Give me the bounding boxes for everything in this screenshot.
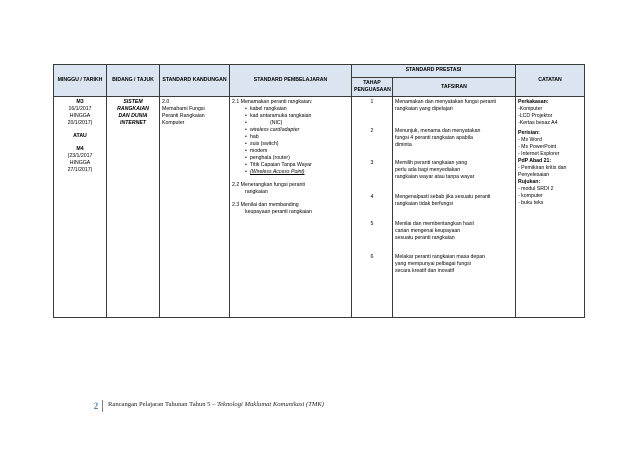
catatan-line: -Kertas besaz A4	[518, 120, 558, 127]
catatan-line: - Ms PowerPoint	[518, 144, 557, 151]
kandungan-line: Peranti Rangkaian	[162, 113, 205, 120]
header-standard-pembelajaran: STANDARD PEMBELAJARAN	[230, 65, 352, 97]
list-item: • Titik Capaian Tanpa Wayar	[250, 162, 349, 169]
bidang-line: SISTEM	[123, 99, 143, 106]
tafsiran-line: fungsi 4 peranti rangkaian apabila	[395, 135, 473, 142]
list-item: • hab	[250, 134, 349, 141]
tafsiran-line: carian mengenai keupayaan	[395, 228, 461, 235]
catatan-line: Penyelesaian	[518, 172, 550, 179]
header-tahap-penguasaan: TAHAP PENGUASAAN	[352, 78, 393, 97]
week-m3-end: 20/1/2017)	[67, 120, 93, 127]
week-m3: M3	[76, 99, 84, 106]
catatan-line: - Ms Word	[518, 137, 542, 144]
week-m4-hingga: HINGGA	[69, 160, 91, 167]
peranti-list	[241, 106, 349, 176]
kandungan-line: Memahami Fungsi	[162, 106, 205, 113]
tafsiran-line: Memilih peranti rangkaian yang	[395, 160, 468, 167]
sp-2-3-cont: keupayaan peranti rangkaian	[245, 209, 312, 216]
tafsiran-item	[395, 160, 513, 194]
footer-title-italic: Teknologi Maklumat Komunikasi (TMK)	[217, 401, 324, 408]
header-standard-kandungan: STANDARD KANDUNGAN	[160, 65, 230, 97]
kandungan-line: Komputer	[162, 120, 185, 127]
tafsiran-line: sesuatu peranti rangkaian	[395, 235, 455, 242]
list-item: • penghala (router)	[250, 155, 349, 162]
catatan-line: - buku teks	[518, 200, 544, 207]
tafsiran-item	[395, 99, 513, 128]
perkakasan-heading: Perkakasan:	[518, 99, 549, 106]
catatan-line: - komputer	[518, 193, 543, 200]
list-item: • suis (switch)	[250, 141, 349, 148]
bidang-line: DAN DUNIA	[118, 113, 148, 120]
tahap-level: 3	[370, 160, 374, 167]
minggu-cell	[54, 97, 107, 318]
tafsiran-item	[395, 254, 513, 275]
tafsiran-line: rangkaian wayar atau tanpa wayar	[395, 174, 475, 181]
week-m3-hingga: HINGGA	[69, 113, 91, 120]
tafsiran-line: rangkaian tidak berfungsi	[395, 201, 453, 208]
bidang-line: INTERNET	[120, 120, 146, 127]
catatan-line: -Komputer	[518, 106, 543, 113]
header-tafsiran: TAFSIRAN	[393, 78, 516, 97]
list-item: • kad antaramuka rangkaian	[250, 113, 349, 120]
header-bidang: BIDANG / TAJUK	[107, 65, 160, 97]
list-item: • modem	[250, 148, 349, 155]
list-item-continuation	[250, 120, 349, 127]
week-m4: M4	[76, 146, 84, 153]
header-minggu: MINGGU / TARIKH	[54, 65, 107, 97]
tahap-level: 2	[370, 128, 374, 135]
tafsiran-item	[395, 221, 513, 254]
tafsiran-cell	[393, 97, 516, 318]
pdp-heading: PdP Abad 21:	[518, 158, 552, 165]
tafsiran-line: secara kreatif dan inovatif	[395, 268, 455, 275]
sp-2-1: 2.1 Menamakan peranti rangkaian:	[232, 99, 313, 106]
tafsiran-line: Menamakan dan menyatakan fungsi peranti	[395, 99, 496, 106]
footer-title	[108, 401, 324, 408]
catatan-line: - Pemikiran kritis dan	[518, 165, 567, 172]
page-footer	[90, 400, 560, 414]
tahap-level: 1	[370, 99, 374, 106]
list-item: • kabel rangkaian	[250, 106, 349, 113]
list-item: • wireless card/adapter	[250, 127, 349, 134]
week-m4-start: (23/1/2017	[67, 153, 93, 160]
tahap-level: 5	[370, 221, 374, 228]
sp-2-2-cont: rangkaian	[245, 189, 268, 196]
tafsiran-line: diminta	[395, 142, 412, 149]
yearly-plan-table	[53, 64, 585, 318]
catatan-line: - Internet Explorer	[518, 151, 560, 158]
tafsiran-line: Mengenalpasti sebab jika sesuatu peranti	[395, 194, 491, 201]
kandungan-cell	[160, 97, 230, 318]
tafsiran-line: Melakar peranti rangkaian masa depan	[395, 254, 485, 261]
tafsiran-line: rangkaian yang dipelajari	[395, 106, 453, 113]
week-m3-start: 16/1/2017	[68, 106, 92, 113]
page-number: 2	[90, 400, 103, 412]
catatan-cell	[516, 97, 585, 318]
bidang-cell	[107, 97, 160, 318]
sp-2-3: 2.3 Menilai dan membanding	[232, 202, 299, 209]
catatan-line: - modul SRDI 2	[518, 186, 554, 193]
tafsiran-line: yang mempunyai pelbagai fungsi	[395, 261, 471, 268]
header-catatan: CATATAN	[516, 65, 585, 97]
pembelajaran-cell	[230, 97, 352, 318]
tafsiran-item	[395, 128, 513, 160]
week-m4-end: 27/1/2017)	[67, 167, 93, 174]
tahap-level: 4	[370, 194, 374, 201]
tafsiran-line: Menilai dan membentangkan hasil	[395, 221, 474, 228]
list-item-continuation	[250, 169, 349, 176]
atau-label: ATAU	[73, 133, 87, 140]
header-standard-prestasi: STANDARD PRESTASI	[352, 65, 516, 78]
tafsiran-line: perlu ada bagi menyediakan	[395, 167, 461, 174]
kandungan-number: 2.0	[162, 99, 170, 106]
tafsiran-item	[395, 194, 513, 221]
tahap-cell	[352, 97, 393, 318]
catatan-line: -LCD Projektor	[518, 113, 553, 120]
rujukan-heading: Rujukan:	[518, 179, 541, 186]
perisian-heading: Perisian:	[518, 130, 540, 137]
list-continuation-text: (Wireless Access Point)	[250, 169, 305, 176]
tahap-level: 6	[370, 254, 374, 261]
sp-2-2: 2.2 Menerangkan fungsi peranti	[232, 182, 305, 189]
list-continuation-text: (NIC)	[270, 120, 283, 127]
tafsiran-line: Menunjuk, menama dan menyatakan	[395, 128, 481, 135]
bidang-line: RANGKAIAN	[117, 106, 149, 113]
footer-title-plain: Rancangan Pelajaran Tahunan Tahun 5 –	[108, 401, 218, 408]
